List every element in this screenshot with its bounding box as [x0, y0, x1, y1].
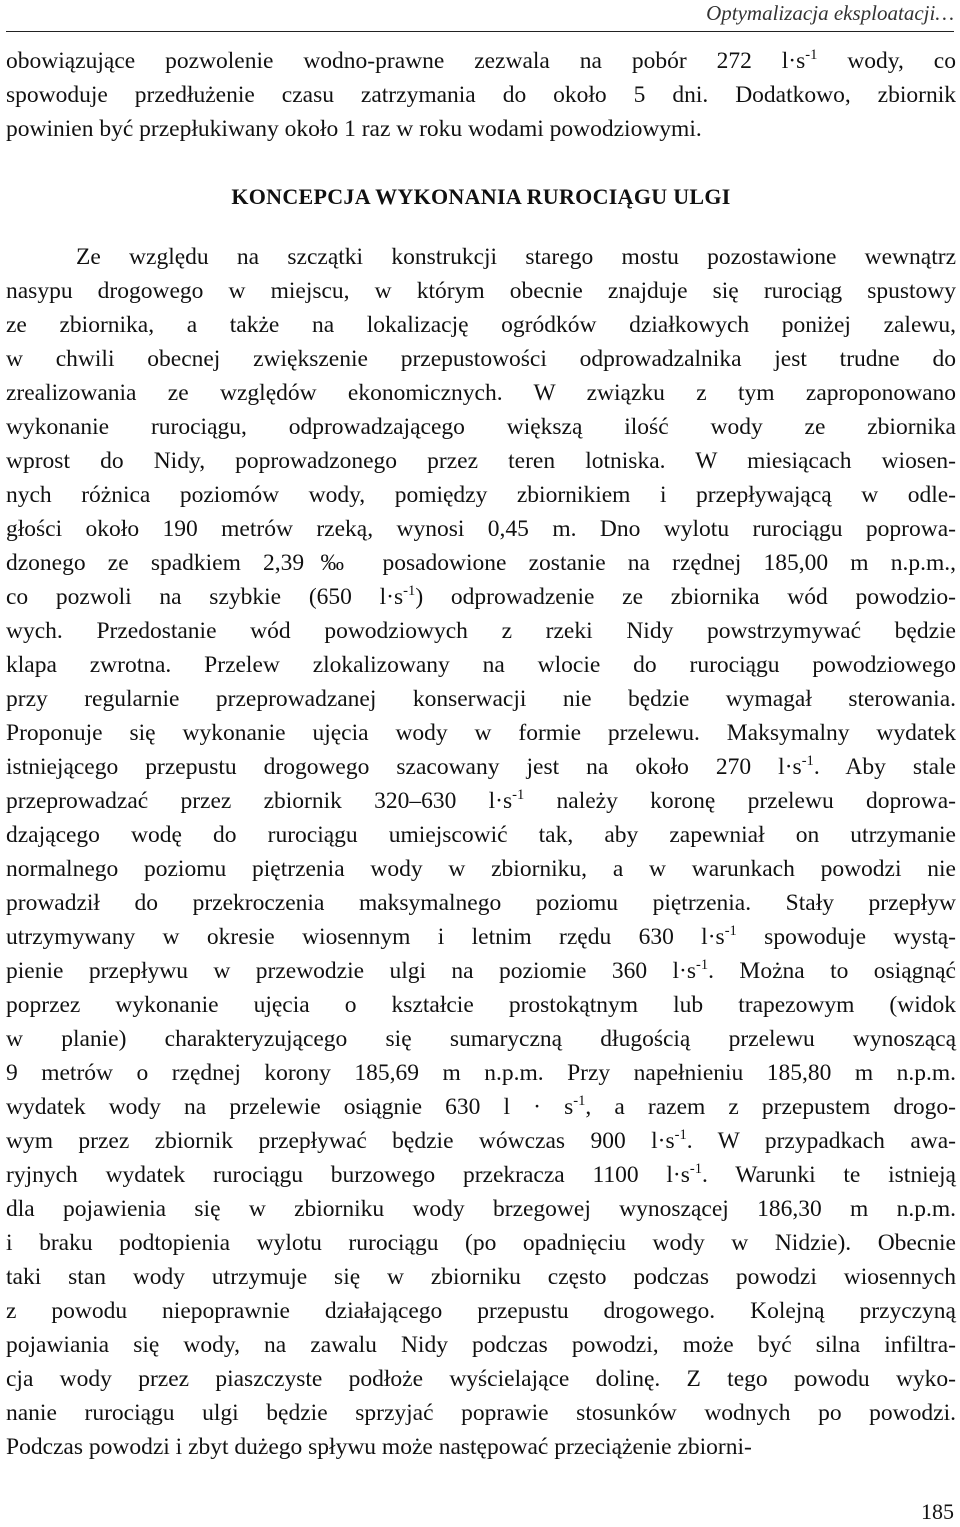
- text-line: [6, 546, 956, 580]
- text-line: [6, 750, 956, 784]
- text-line: [6, 1124, 956, 1158]
- superscript-exponent: -1: [674, 1126, 687, 1143]
- text-run: wprost do Nidy, poprowadzonego przez teren lotniska. W miesiącach wiosen-: [6, 448, 956, 474]
- text-run: obowiązujące pozwolenie wodno-prawne zezwala na pobór 272 l·s: [6, 48, 806, 74]
- text-line: [6, 580, 956, 614]
- text-line: [6, 44, 956, 78]
- text-run: , a razem z przepustem drogo-: [585, 1094, 956, 1120]
- text-run: ze zbiornika, a także na lokalizację ogródków działkowych poniżej zalewu,: [6, 312, 956, 338]
- text-run: przeprowadzać przez zbiornik 320–630 l·s: [6, 788, 513, 814]
- superscript-exponent: -1: [724, 922, 737, 939]
- header-rule: [6, 31, 954, 32]
- text-line: [6, 1260, 956, 1294]
- superscript-exponent: -1: [696, 956, 709, 973]
- text-run: pojawiania się wody, na zawalu Nidy podczas powodzi, może być silna infiltra-: [6, 1332, 956, 1358]
- text-line: [6, 240, 956, 274]
- text-run: zrealizowania ze względów ekonomicznych. W związku z tym zaproponowano: [6, 380, 956, 406]
- text-line: [6, 886, 956, 920]
- text-line: [6, 376, 956, 410]
- text-run: ) odprowadzenie ze zbiornika wód powodzio-: [415, 584, 956, 610]
- text-run: nanie rurociągu ulgi będzie sprzyjać poprawie stosunków wodnych po powodzi.: [6, 1400, 956, 1426]
- text-run: . Można to osiągnąć: [708, 958, 956, 984]
- text-line: [6, 444, 956, 478]
- text-run: wych. Przedostanie wód powodziowych z rzeki Nidy powstrzymywać będzie: [6, 618, 956, 644]
- text-run: pienie przepływu w przewodzie ulgi na poziomie 360 l·s: [6, 958, 697, 984]
- text-run: 9 metrów o rzędnej korony 185,69 m n.p.m. Przy napełnieniu 185,80 m n.p.m.: [6, 1060, 956, 1086]
- text-run: . Aby stale: [813, 754, 956, 780]
- text-line: [6, 648, 956, 682]
- running-header: Optymalizacja eksploatacji…: [706, 1, 954, 25]
- text-line: [6, 1022, 956, 1056]
- text-line: [6, 852, 956, 886]
- text-run: Podczas powodzi i zbyt dużego spływu może następować przeciążenie zbiorni-: [6, 1434, 752, 1460]
- text-line: [6, 784, 956, 818]
- text-run: cja wody przez piaszczyste podłoże wyścielające dolinę. Z tego powodu wyko-: [6, 1366, 956, 1392]
- text-run: dzającego wodę do rurociągu umiejscowić tak, aby zapewniał on utrzymanie: [6, 822, 956, 848]
- text-run: . W przypadkach awa-: [686, 1128, 956, 1154]
- superscript-exponent: -1: [805, 46, 818, 63]
- text-run: taki stan wody utrzymuje się w zbiorniku często podczas powodzi wiosennych: [6, 1264, 956, 1290]
- text-run: spowoduje przedłużenie czasu zatrzymania do około 5 dni. Dodatkowo, zbiornik: [6, 82, 956, 108]
- section-heading-row: [6, 180, 956, 214]
- text-run: nych różnica poziomów wody, pomiędzy zbiornikiem i przepływającą w odle-: [6, 482, 956, 508]
- text-run: wydatek wody na przelewie osiągnie 630 l · s: [6, 1094, 574, 1120]
- text-run: należy koronę przelewu doprowa-: [524, 788, 956, 814]
- text-line: [6, 274, 956, 308]
- text-run: w chwili obecnej zwiększenie przepustowości odprowadzalnika jest trudne do: [6, 346, 956, 372]
- section-heading: KONCEPCJA WYKONANIA RUROCIĄGU ULGI: [231, 184, 731, 209]
- page-number: 185: [921, 1499, 954, 1524]
- text-line: [6, 1158, 956, 1192]
- text-line: [6, 308, 956, 342]
- text-run: istniejącego przepustu drogowego szacowany jest na około 270 l·s: [6, 754, 802, 780]
- text-run: wym przez zbiornik przepływać będzie wówczas 900 l·s: [6, 1128, 675, 1154]
- superscript-exponent: -1: [573, 1092, 586, 1109]
- text-run: klapa zwrotna. Przelew zlokalizowany na wlocie do rurociągu powodziowego: [6, 652, 956, 678]
- text-run: powinien być przepłukiwany około 1 raz w roku wodami powodziowymi.: [6, 116, 702, 142]
- text-run: w planie) charakteryzującego się sumaryczną długością przelewu wynoszącą: [6, 1026, 956, 1052]
- text-line: [6, 1192, 956, 1226]
- text-line: [6, 614, 956, 648]
- text-line: [6, 1396, 956, 1430]
- text-run: przy regularnie przeprowadzanej konserwacji nie będzie wymagał sterowania.: [6, 686, 956, 712]
- text-line: [6, 112, 956, 146]
- text-run: dzonego ze spadkiem 2,39‰ posadowione zostanie na rzędnej 185,00 m n.p.m.,: [6, 550, 956, 576]
- text-line: [6, 1294, 956, 1328]
- text-line: [6, 512, 956, 546]
- text-line: [6, 920, 956, 954]
- text-run: spowoduje wystą-: [736, 924, 956, 950]
- text-line: [6, 78, 956, 112]
- text-run: Proponuje się wykonanie ujęcia wody w formie przelewu. Maksymalny wydatek: [6, 720, 956, 746]
- superscript-exponent: -1: [512, 786, 525, 803]
- text-line: [6, 954, 956, 988]
- text-run: głości około 190 metrów rzeką, wynosi 0,45 m. Dno wylotu rurociągu poprowa-: [6, 516, 956, 542]
- text-line: [6, 988, 956, 1022]
- text-line: [6, 716, 956, 750]
- text-line: [6, 1090, 956, 1124]
- intro-paragraph: [6, 44, 956, 146]
- text-run: ryjnych wydatek rurociągu burzowego przekracza 1100 l·s: [6, 1162, 690, 1188]
- text-run: wykonanie rurociągu, odprowadzającego większą ilość wody ze zbiornika: [6, 414, 956, 440]
- text-run: Ze względu na szczątki konstrukcji starego mostu pozostawione wewnątrz: [76, 244, 956, 270]
- body-text: [6, 44, 956, 1464]
- superscript-exponent: -1: [801, 752, 814, 769]
- text-run: normalnego poziomu piętrzenia wody w zbiorniku, a w warunkach powodzi nie: [6, 856, 956, 882]
- text-line: [6, 1226, 956, 1260]
- text-run: poprzez wykonanie ujęcia o kształcie prostokątnym lub trapezowym (widok: [6, 992, 956, 1018]
- text-line: [6, 478, 956, 512]
- superscript-exponent: -1: [403, 582, 416, 599]
- text-line: [6, 1056, 956, 1090]
- text-run: z powodu niepoprawnie działającego przepustu drogowego. Kolejną przyczyną: [6, 1298, 956, 1324]
- main-paragraph: [6, 240, 956, 1464]
- text-line: [6, 1430, 956, 1464]
- text-line: [6, 1362, 956, 1396]
- text-run: . Warunki te istnieją: [702, 1162, 956, 1188]
- text-line: [6, 342, 956, 376]
- text-run: wody, co: [817, 48, 956, 74]
- text-run: co pozwoli na szybkie (650 l·s: [6, 584, 404, 610]
- superscript-exponent: -1: [689, 1160, 703, 1177]
- text-line: [6, 1328, 956, 1362]
- text-run: utrzymywany w okresie wiosennym i letnim rzędu 630 l·s: [6, 924, 725, 950]
- text-run: dla pojawienia się w zbiorniku wody brzegowej wynoszącej 186,30 m n.p.m.: [6, 1196, 956, 1222]
- text-line: [6, 410, 956, 444]
- text-run: prowadził do przekroczenia maksymalnego poziomu piętrzenia. Stały przepływ: [6, 890, 956, 916]
- text-run: i braku podtopienia wylotu rurociągu (po opadnięciu wody w Nidzie). Obecnie: [6, 1230, 956, 1256]
- text-line: [6, 682, 956, 716]
- text-line: [6, 818, 956, 852]
- text-run: nasypu drogowego w miejscu, w którym obecnie znajduje się rurociąg spustowy: [6, 278, 956, 304]
